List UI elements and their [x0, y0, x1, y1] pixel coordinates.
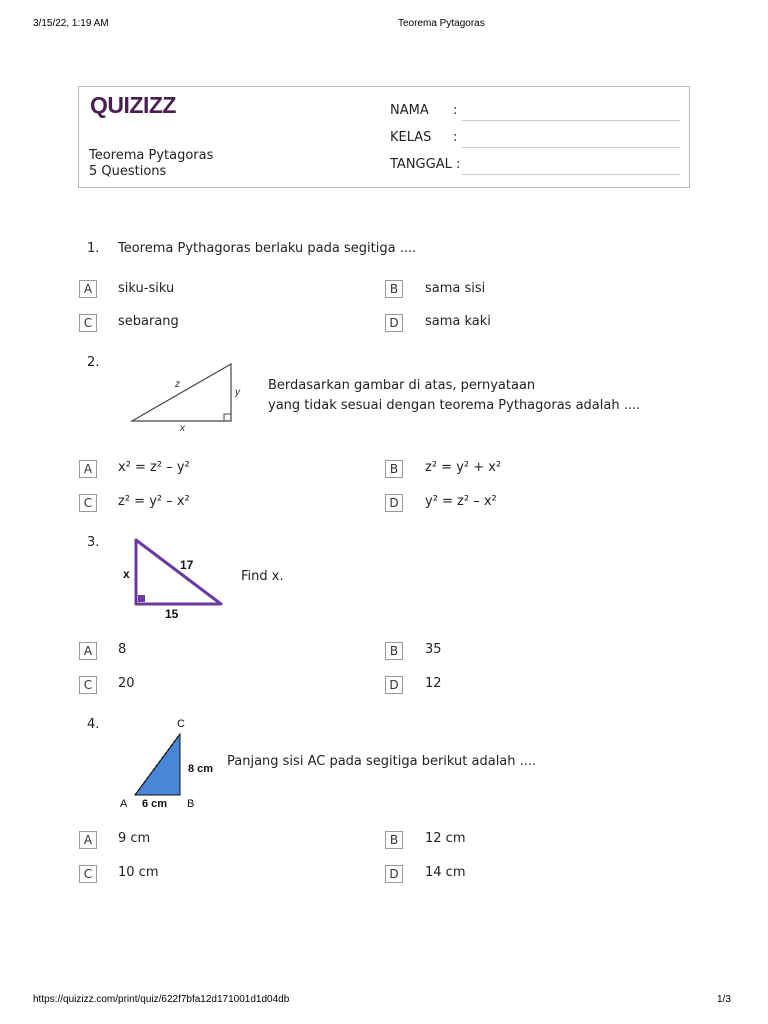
option-letter: C [79, 314, 97, 332]
option-text: 20 [118, 676, 135, 691]
option-text: z² = y² – x² [118, 494, 190, 509]
option-text: sebarang [118, 314, 179, 329]
figure-label-hyp: z [175, 379, 180, 390]
option-text: x² = z² – y² [118, 460, 190, 475]
option-letter: A [79, 642, 97, 660]
question-text-line1: Berdasarkan gambar di atas, pernyataan [268, 378, 536, 393]
figure-label-base: 6 cm [142, 798, 168, 810]
option-text: siku-siku [118, 281, 175, 296]
option-letter: D [385, 676, 403, 694]
figure-label-top: C [177, 718, 185, 730]
question-number: 3. [87, 535, 100, 550]
option-text: y² = z² – x² [425, 494, 497, 509]
question-number: 2. [87, 355, 100, 370]
print-title: Teorema Pytagoras [398, 18, 485, 29]
question-text: Teorema Pythagoras berlaku pada segitiga .... [118, 241, 417, 256]
print-page-number: 1/3 [717, 994, 731, 1005]
print-datetime: 3/15/22, 1:19 AM [33, 18, 109, 29]
figure-label-vert: x [123, 567, 130, 581]
option-letter: D [385, 865, 403, 883]
option-text: 12 [425, 676, 442, 691]
question-number: 4. [87, 717, 100, 732]
option-letter: D [385, 314, 403, 332]
option-letter: B [385, 460, 403, 478]
field-line-tanggal [462, 174, 680, 175]
option-text: 14 cm [425, 865, 466, 880]
option-letter: A [79, 460, 97, 478]
field-sep-kelas: : [453, 130, 458, 145]
question-text-line2: yang tidak sesuai dengan teorema Pythagoras adalah .... [268, 398, 641, 413]
figure-label-right: B [187, 798, 195, 810]
field-line-kelas [462, 147, 680, 148]
right-triangle-figure [118, 352, 258, 440]
option-text: 10 cm [118, 865, 159, 880]
field-label-kelas: KELAS [390, 130, 432, 145]
option-letter: D [385, 494, 403, 512]
option-text: 35 [425, 642, 442, 657]
option-letter: B [385, 831, 403, 849]
option-letter: A [79, 280, 97, 298]
field-label-nama: NAMA [390, 103, 429, 118]
figure-label-vert: y [235, 387, 240, 398]
option-text: 8 [118, 642, 127, 657]
quiz-title: Teorema Pytagoras [89, 148, 214, 163]
option-text: z² = y² + x² [425, 460, 502, 475]
option-letter: C [79, 494, 97, 512]
figure-label-hyp: 17 [180, 558, 194, 572]
figure-label-left: A [120, 798, 128, 810]
option-letter: B [385, 642, 403, 660]
option-letter: A [79, 831, 97, 849]
field-label-tanggal: TANGGAL : [390, 157, 461, 172]
field-sep-nama: : [453, 103, 458, 118]
figure-label-base: x [180, 423, 185, 434]
print-url: https://quizizz.com/print/quiz/622f7bfa12d171001d1d04db [33, 994, 290, 1005]
figure-label-side: 8 cm [188, 763, 214, 775]
blue-triangle-figure [115, 714, 225, 812]
question-text: Find x. [241, 569, 284, 584]
option-letter: B [385, 280, 403, 298]
option-letter: C [79, 865, 97, 883]
purple-triangle-figure [118, 532, 233, 624]
option-letter: C [79, 676, 97, 694]
question-text: Panjang sisi AC pada segitiga berikut adalah .... [227, 754, 537, 769]
question-number: 1. [87, 241, 100, 256]
question-count: 5 Questions [89, 164, 167, 179]
option-text: 9 cm [118, 831, 151, 846]
option-text: sama kaki [425, 314, 491, 329]
figure-label-base: 15 [165, 607, 179, 621]
option-text: sama sisi [425, 281, 486, 296]
option-text: 12 cm [425, 831, 466, 846]
field-line-nama [462, 120, 680, 121]
quizizz-logo: QUIZIZZ [90, 92, 176, 118]
